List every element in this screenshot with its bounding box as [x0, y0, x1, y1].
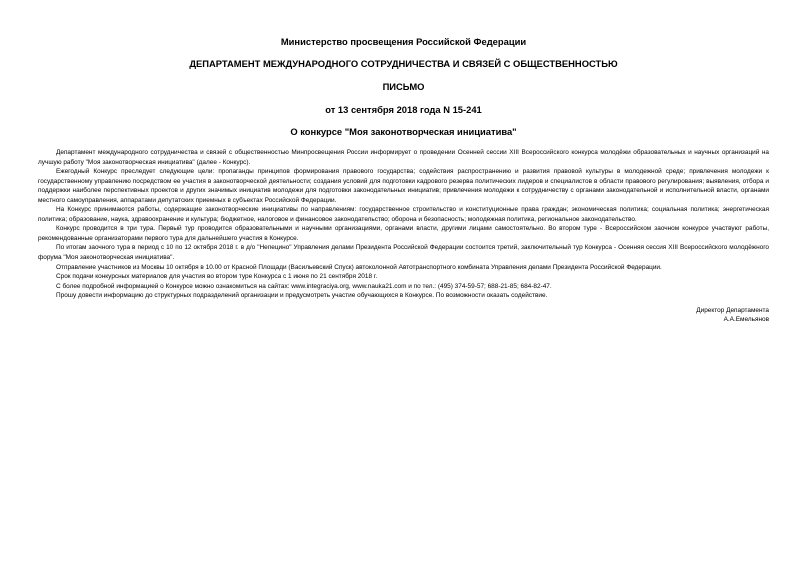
- paragraph-request: Прошу довести информацию до структурных подразделений организации и предусмотреть участие обучающихся в Конкурсе. По возможности оказать содействие.: [56, 292, 548, 300]
- paragraph-stages: Конкурс проводится в три тура. Первый тур проводится образовательными и научными организациями, органами власти, другими лицами самостоятельно. Во втором туре - Всероссийском заочном конкурсе участвуют работы, рекомендованные организаторами первого тура для дальнейшего участия в Конкурсе.: [38, 225, 769, 242]
- signature-position: Директор Департамента: [696, 306, 769, 314]
- document-date-number: от 13 сентября 2018 года N 15-241: [325, 104, 482, 115]
- paragraph-intro: Департамент международного сотрудничества и связей с общественностью Минпросвещения России информирует о проведении Осенней сессии XIII Всероссийского конкурса молодёжи образовательных и научных организаций на лучшую работу "Моя законотворческая инициатива" (далее - Конкурс).: [38, 149, 769, 166]
- paragraph-goals: Ежегодный Конкурс преследует следующие цели: пропаганды принципов формирования правового государства; содействия распространению и развития правовой культуры в молодежной среде; привлечения молодежи к государственному управлению посредством ее участия в законотворческой деятельности; создания условий для подготовки кадрового резерва политических лидеров и специалистов в области правового регулирования; выявления, отбора и поддержки наиболее перспективных проектов и других значимых инициатив молодежи для подготовки законодательных инициатив; привлечения молодежи к сотрудничеству с органами законодательной и исполнительной власти, органами местного самоуправления, аппаратами депутатских приемных в субъектах Российской Федерации.: [38, 168, 769, 204]
- ministry-name: Министерство просвещения Российской Федерации: [280, 36, 527, 47]
- paragraph-contacts: С более подробной информацией о Конкурсе можно ознакомиться на сайтах: www.integraciya.org, www.nauka21.com и по тел.: (495) 374-59-57; 688-21-85; 684-82-47.: [56, 282, 552, 290]
- paragraph-deadline: Срок подачи конкурсных материалов для участия во втором туре Конкурса с 1 июня по 21 сентября 2018 г.: [56, 273, 378, 281]
- signature-name: А.А.Емельянов: [723, 316, 769, 324]
- signature-block: [38, 306, 769, 325]
- document-body: [38, 148, 769, 301]
- document-subject: О конкурсе "Моя законотворческая инициатива": [290, 126, 517, 137]
- paragraph-final-tour: По итогам заочного тура в период с 10 по 12 октября 2018 г. в д/о "Непецино" Управления делами Президента Российской Федерации состоится третий, заключительный тур Конкурса - Осенняя сессия XIII Всероссийского молодёжного форума "Моя законотворческая инициатива".: [38, 244, 769, 262]
- paragraph-departure: Отправление участников из Москвы 10 октября в 10.00 от Красной Площади (Васильевский Спуск) автоколонной Автотранспортного комбината Управления делами Президента Российской Федерации.: [56, 263, 662, 271]
- document-type: ПИСЬМО: [382, 81, 425, 92]
- paragraph-directions: На Конкурс принимаются работы, содержащие законотворческие инициативы по направлениям: государственное строительство и конституционные права граждан; экономическая политика; социальная политика; энергетическая политика; образование, наука, здравоохранение и культура; бюджетное, налоговое и финансовое законодательство; оборона и безопасность; молодежная политика, региональное законодательство.: [38, 206, 769, 223]
- department-name: ДЕПАРТАМЕНТ МЕЖДУНАРОДНОГО СОТРУДНИЧЕСТВА И СВЯЗЕЙ С ОБЩЕСТВЕННОСТЬЮ: [189, 58, 618, 69]
